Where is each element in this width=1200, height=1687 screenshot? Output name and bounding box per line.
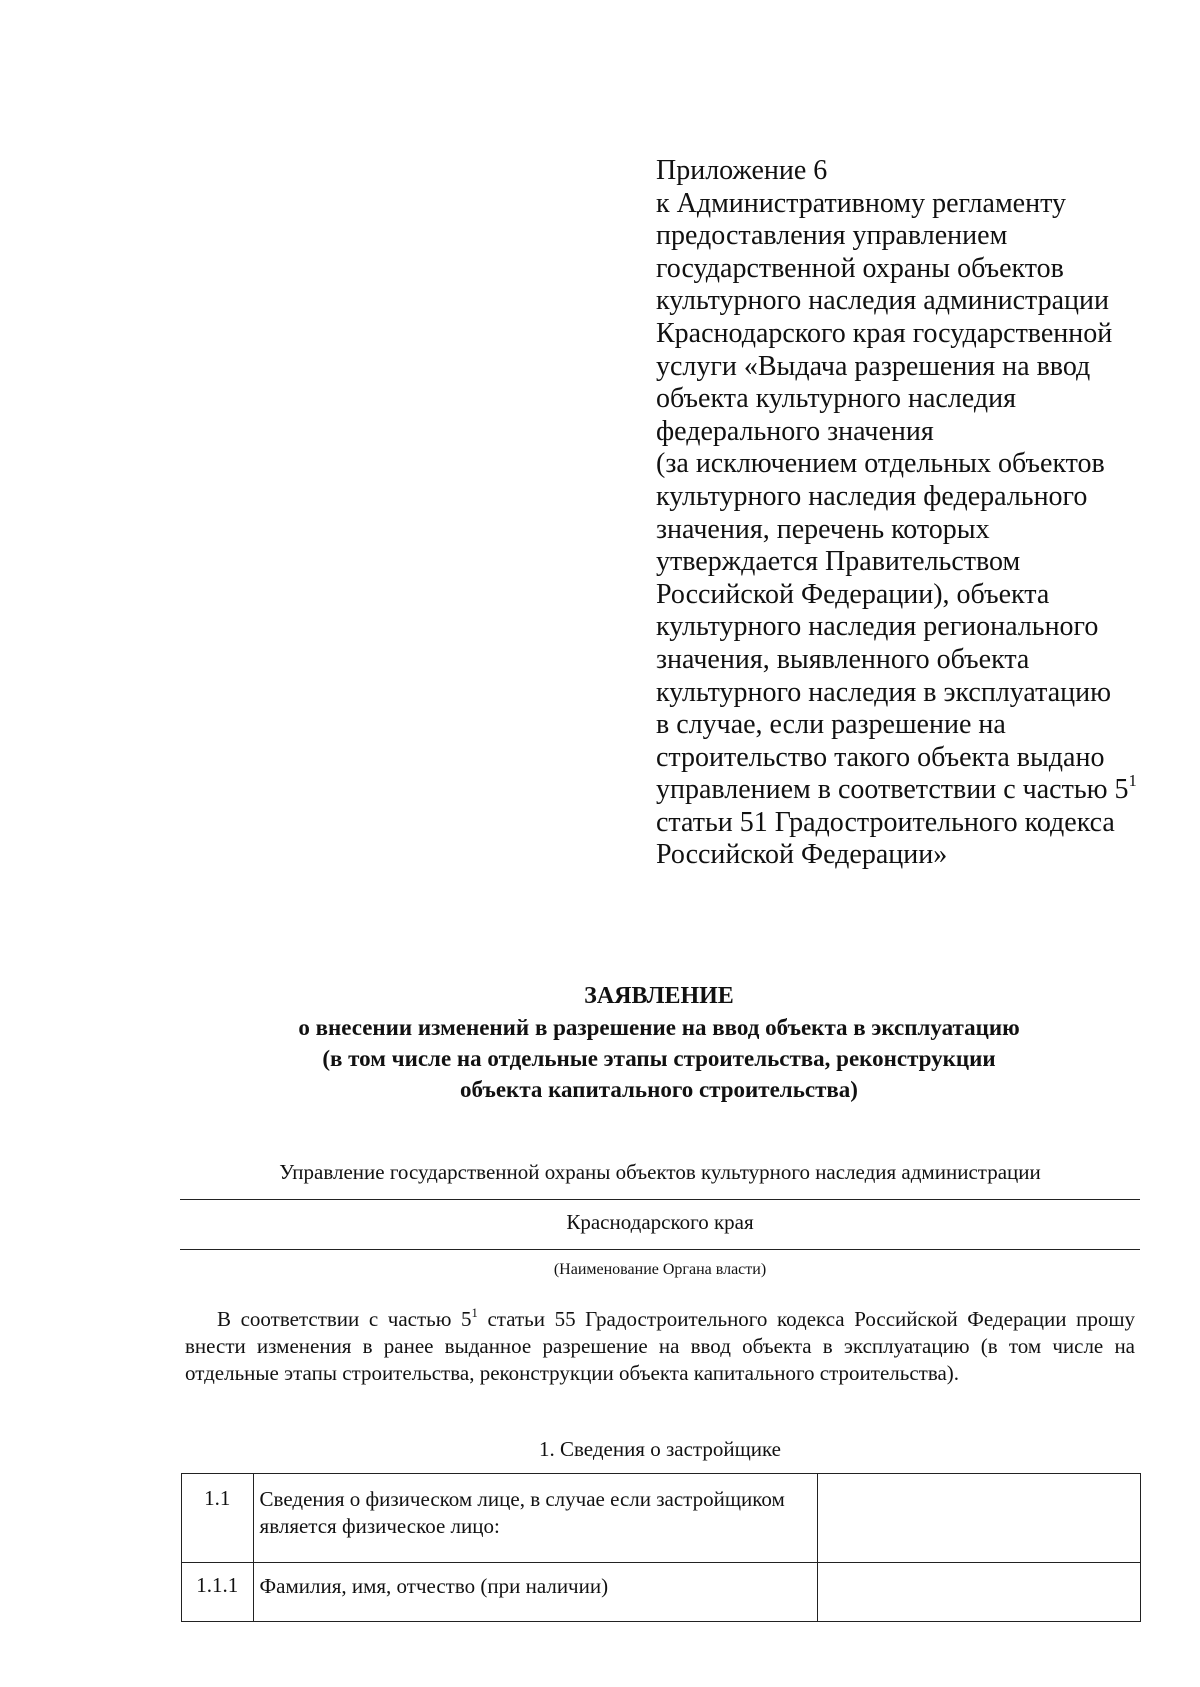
appendix-line: государственной охраны объектов bbox=[656, 252, 1064, 284]
appendix-line: культурного наследия федерального bbox=[656, 480, 1088, 512]
title-line: о внесении изменений в разрешение на ввод объекта в эксплуатацию bbox=[298, 1015, 1020, 1040]
title-main: ЗАЯВЛЕНИЕ bbox=[584, 983, 734, 1009]
statement-paragraph bbox=[185, 1306, 1135, 1387]
appendix-line: значения, перечень которых bbox=[656, 513, 990, 545]
appendix-line: федерального значения bbox=[656, 415, 934, 447]
appendix-part-superscript: 1 bbox=[1128, 771, 1137, 791]
row-label: Фамилия, имя, отчество (при наличии) bbox=[253, 1563, 817, 1622]
appendix-block bbox=[656, 155, 1176, 872]
authority-name-line-2: Краснодарского края bbox=[566, 1210, 754, 1234]
section-title: 1. Сведения о застройщике bbox=[538, 1437, 781, 1461]
appendix-line: Российской Федерации), объекта bbox=[656, 578, 1050, 610]
appendix-line bbox=[656, 771, 1176, 807]
appendix-line: статьи 51 Градостроительного кодекса bbox=[656, 806, 1115, 838]
title-line: (в том числе на отдельные этапы строительства, реконструкции bbox=[322, 1046, 996, 1071]
appendix-line: строительство такого объекта выдано bbox=[656, 741, 1105, 773]
authority-underline bbox=[180, 1249, 1140, 1250]
row-label: Сведения о физическом лице, в случае если застройщиком является физическое лицо: bbox=[253, 1474, 817, 1563]
appendix-line: услуги «Выдача разрешения на ввод bbox=[656, 350, 1091, 382]
appendix-line: объекта культурного наследия bbox=[656, 383, 1016, 415]
appendix-line: Российской Федерации» bbox=[656, 839, 948, 871]
row-number: 1.1.1 bbox=[182, 1563, 254, 1622]
authority-underline bbox=[180, 1199, 1140, 1200]
row-value-field[interactable] bbox=[817, 1563, 1140, 1622]
appendix-line: утверждается Правительством bbox=[656, 546, 1021, 578]
title-line: объекта капитального строительства) bbox=[460, 1077, 858, 1102]
appendix-line: значения, выявленного объекта bbox=[656, 643, 1030, 675]
appendix-line: Приложение 6 bbox=[656, 155, 828, 186]
authority-caption: (Наименование Органа власти) bbox=[553, 1261, 767, 1278]
appendix-part-text: управлением в соответствии с частью 5 bbox=[656, 774, 1129, 806]
row-value-field[interactable] bbox=[817, 1474, 1140, 1563]
statement-text: В соответствии с частью 5 bbox=[217, 1307, 472, 1331]
appendix-line: (за исключением отдельных объектов bbox=[656, 448, 1105, 480]
row-number: 1.1 bbox=[182, 1474, 254, 1563]
appendix-line: предоставления управлением bbox=[656, 220, 1008, 252]
developer-info-table bbox=[181, 1473, 1141, 1622]
appendix-line: культурного наследия регионального bbox=[656, 611, 1099, 643]
appendix-line: Краснодарского края государственной bbox=[656, 317, 1113, 349]
statement-superscript: 1 bbox=[471, 1305, 478, 1320]
table-row bbox=[182, 1474, 1141, 1563]
table-row bbox=[182, 1563, 1141, 1622]
appendix-line: культурного наследия администрации bbox=[656, 285, 1110, 317]
appendix-line: в случае, если разрешение на bbox=[656, 709, 1006, 741]
authority-name-line-1: Управление государственной охраны объектов культурного наследия администрации bbox=[279, 1160, 1041, 1184]
statement-text: статьи 55 Градостроительного кодекса Российской Федерации прошу внести изменения в ранее выданное разрешение на ввод объекта в эксплуатацию (в том числе на отдельные этапы строительства, реконструкции объекта капитального строительства). bbox=[185, 1307, 1135, 1385]
document-title bbox=[0, 980, 1200, 1105]
appendix-line: к Административному регламенту bbox=[656, 187, 1066, 219]
appendix-line: культурного наследия в эксплуатацию bbox=[656, 676, 1112, 708]
